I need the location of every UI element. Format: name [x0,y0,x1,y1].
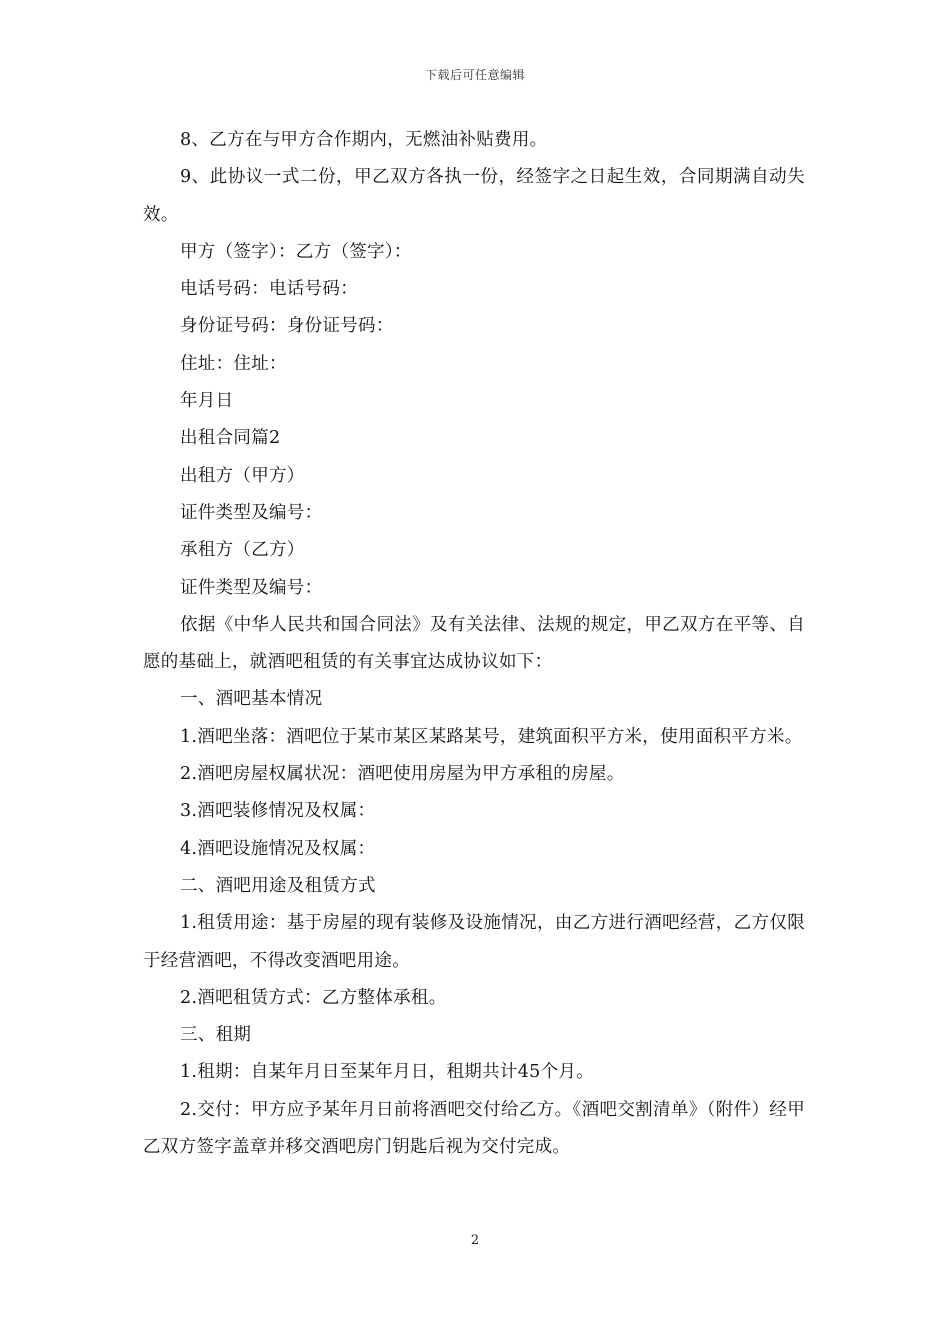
lessor-id-type: 证件类型及编号： [180,502,323,523]
clause-9: 9、此协议一式二份，甲乙双方各执一份，经签字之日起生效，合同期满自动失效。 [143,167,805,225]
address-line: 住址：住址： [180,353,287,374]
section-3-item-2: 2.交付：甲方应予某年月日前将酒吧交付给乙方。《酒吧交割清单》（附件）经甲乙双方签字盖章并移交酒吧房门钥匙后视为交付完成。 [143,1099,805,1158]
section-1-item-3: 3.酒吧装修情况及权属： [180,801,376,822]
date-line: 年月日 [180,391,234,412]
phone-line: 电话号码：电话号码： [180,279,358,300]
preamble: 依据《中华人民共和国合同法》及有关法律、法规的规定，甲乙双方在平等、自愿的基础上，就酒吧租赁的有关事宜达成协议如下： [143,614,805,673]
clause-8: 8、乙方在与甲方合作期内，无燃油补贴费用。 [180,130,548,150]
lessee-label: 承租方（乙方） [180,540,305,561]
contract-title: 出租合同篇2 [180,428,281,449]
section-1-item-2: 2.酒吧房屋权属状况：酒吧使用房屋为甲方承租的房屋。 [180,764,625,785]
section-3-item-1: 1.租期：自某年月日至某年月日，租期共计45个月。 [180,1062,594,1083]
section-1-item-4: 4.酒吧设施情况及权属： [180,838,376,859]
section-heading-3: 三、租期 [180,1025,252,1046]
signature-line: 甲方（签字）：乙方（签字）： [180,241,412,262]
document-body [143,122,805,1166]
section-heading-1: 一、酒吧基本情况 [180,689,323,710]
page-header: 下载后可任意编辑 [424,68,525,82]
page-number: 2 [470,1233,480,1248]
lessor-label: 出租方（甲方） [180,465,305,486]
lessee-id-type: 证件类型及编号： [180,577,323,598]
section-2-item-2: 2.酒吧租赁方式：乙方整体承租。 [180,987,447,1008]
section-1-item-1: 1.酒吧坐落：酒吧位于某市某区某路某号，建筑面积平方米，使用面积平方米。 [180,726,803,747]
section-heading-2: 二、酒吧用途及租赁方式 [180,875,376,896]
id-number-line: 身份证号码：身份证号码： [180,316,394,337]
section-2-item-1: 1.租赁用途：基于房屋的现有装修及设施情况，由乙方进行酒吧经营，乙方仅限于经营酒吧，不得改变酒吧用途。 [143,913,805,971]
